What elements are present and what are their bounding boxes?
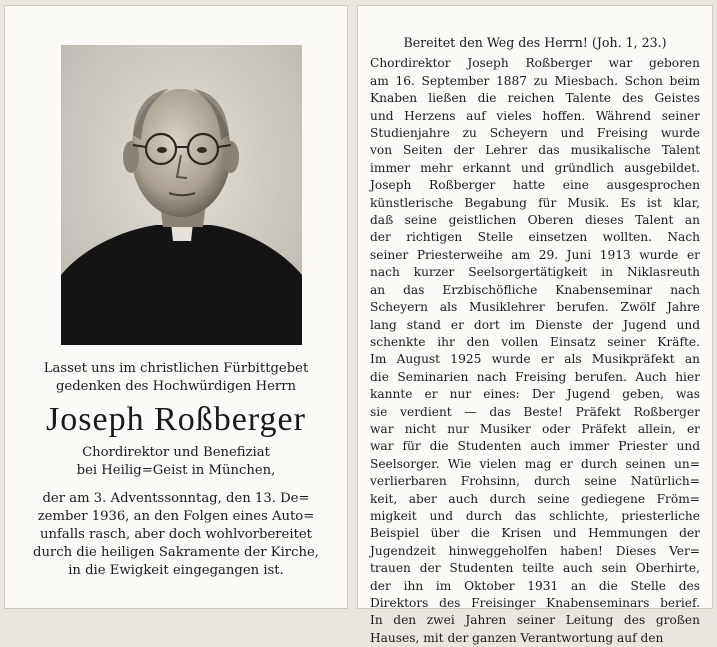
title-line-2: bei Heilig=Geist in München, [76,463,276,478]
bio-line: Hauses, mit der ganzen Verantwortung auf den [370,630,664,645]
bio-line: Beispiel über die Krisen und Hemmungen der [370,526,700,541]
bio-line: schenkte ihr den vollen Einsatz seiner Kräfte. [370,334,700,349]
bio-line: Direktors des Freisinger Knabenseminars berief. [370,596,700,610]
bio-line: Seelsorger. Wie vielen mag er durch seinen un= [370,456,700,471]
bio-line: der richtigen Stelle einsetzen wollten. Nach [370,230,700,245]
left-card [5,6,347,608]
bio-line: Knaben ließen die reichen Talente des Geistes [370,91,700,106]
death-line-3: unfalls rasch, aber doch wohlvorbereitet [40,527,312,542]
bio-line: Scheyern als Musiklehrer berufen. Zwölf Jahre [370,300,700,315]
bio-line: seiner Priesterweihe am 29. Juni 1913 wurde er [370,247,700,262]
bio-line: migkeit und durch das schlichte, priesterliche [370,508,700,523]
bio-line: künstlerische Begabung für Musik. Es ist klar, [370,195,700,210]
bio-line: daß seine geistlichen Oberen dieses Talent an [370,213,700,228]
bio-line: der ihn im Oktober 1931 an die Stelle des [370,578,700,593]
bio-line: war für die Studenten auch immer Priester und [370,439,700,454]
bio-line: verlierbaren Frohsinn, durch seine Natürlich= [370,474,700,489]
bio-line: nach kurzer Seelsorgertätigkeit in Niklasreuth [370,265,700,280]
right-card [358,6,712,645]
bio-line: an das Erzbischöfliche Knabenseminar nach [370,282,700,297]
title-line-1: Chordirektor und Benefiziat [82,445,270,460]
death-line-2: zember 1936, an den Folgen eines Auto= [37,509,315,524]
intro-line-2: gedenken des Hochwürdigen Herrn [55,379,297,394]
intro-line-1: Lasset uns im christlichen Fürbittgebet [43,361,309,376]
bio-line: die Seminarien nach Freising berufen. Auch hier [370,369,700,384]
bio-line: kannte er nur eines: Der Jugend geben, was [370,387,700,402]
death-line-4: durch die heiligen Sakramente der Kirche, [33,545,319,560]
bio-line: Studienjahre zu Scheyern und Freising wurde [370,126,700,141]
bio-line: In den zwei Jahren seiner Leitung des großen [370,613,700,628]
bio-line: sie verdient — das Beste! Präfekt Roßberger [370,404,700,419]
bible-motto: Bereitet den Weg des Herrn! (Joh. 1, 23.) [403,35,667,50]
bio-line: von Seiten der Lehrer das musikalische Talent [370,143,700,158]
bio-line: am 16. September 1887 zu Miesbach. Schon beim [370,73,700,88]
bio-line: war nicht nur Musiker oder Präfekt allein, er [370,421,700,436]
bio-line: immer mehr erkannt und gründlich ausgebildet. [370,160,700,175]
bio-line: Chordirektor Joseph Roßberger war geboren [370,56,700,71]
priest-portrait-icon [61,45,302,345]
bio-line: trauen der Studenten teilte auch sein Oberhirte, [370,561,700,576]
bio-line: lang stand er dort im Dienste der Jugend und [370,317,700,332]
bio-line: keit, aber auch durch seine gediegene Fröm= [370,491,700,506]
death-line-1: der am 3. Adventssonntag, den 13. De= [42,491,310,506]
portrait-photo [61,45,302,345]
memorial-text [5,360,347,580]
bio-line: Joseph Roßberger hatte eine ausgesprochen [370,178,700,193]
death-line-5: in die Ewigkeit eingegangen ist. [68,563,284,578]
bio-line: Im August 1925 wurde er als Musikpräfekt an [370,352,700,367]
biography-text [370,34,700,647]
bio-line: Jugendzeit hinweggeholfen haben! Dieses Ver= [370,543,700,558]
bio-line: und Herzens auf vieles hoffen. Während seiner [370,108,700,123]
deceased-name: Joseph Roßberger [46,401,306,438]
